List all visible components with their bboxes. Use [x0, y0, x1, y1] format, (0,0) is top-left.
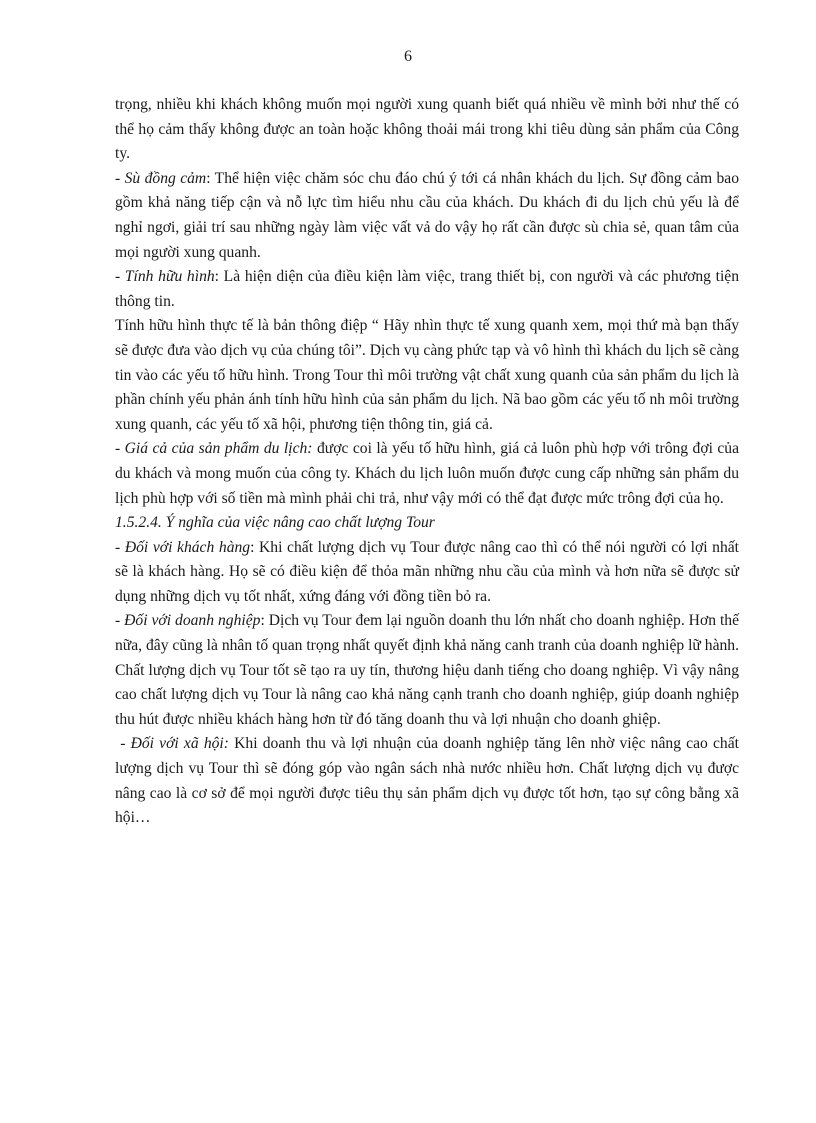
list-dash: - [115, 169, 125, 187]
paragraph-text: : Thể hiện việc chăm sóc chu đáo chú ý tới cá nhân khách du lịch. Sự đồng cảm bao gồm khả năng tiếp cận và nỗ lực tìm hiểu nhu cầu của khách. Du khách đi du lịch chủ yếu là để nghỉ ngơi, giải trí sau những ngày làm việc vất vả do vậy họ rất cần được sù chia sẻ, quan tâm của mọi người xung quanh. [115, 169, 739, 261]
paragraph-text: : Khi chất lượng dịch vụ Tour được nâng cao thì có thể nói người có lợi nhất sẽ là khách hàng. Họ sẽ có điều kiện để thỏa mãn những nhu cầu của mình và hơn nữa sẽ được sử dụng những dịch vụ tốt nhất, xứng đáng với đồng tiền bỏ ra. [115, 538, 739, 605]
paragraph-enterprise [115, 609, 739, 732]
list-dash: - [115, 538, 125, 556]
list-dash: - [115, 440, 125, 458]
term-enterprise: Đối với doanh nghiệp [124, 612, 261, 630]
paragraph-text: Tính hữu hình thực tế là bản thông điệp “ Hãy nhìn thực tế xung quanh xem, mọi thứ mà bạn thấy sẽ được đưa vào dịch vụ của chúng tôi”. Dịch vụ càng phức tạp và vô hình thì khách du lịch sẽ càng tin vào các yếu tố hữu hình. Trong Tour thì môi trường vật chất xung quanh của sản phẩm du lịch là phần chính yếu phản ánh tính hữu hình của sản phẩm du lịch. Nã bao gồm các yếu tố nh môi trường xung quanh, các yếu tố xã hội, phương tiện thông tin, giá cả. [115, 317, 739, 433]
paragraph-privacy-continuation [115, 93, 739, 167]
paragraph-tangibility-detail [115, 314, 739, 437]
document-body [115, 93, 739, 831]
list-dash: - [115, 268, 125, 286]
paragraph-customers [115, 536, 739, 610]
term-society: Đối với xã hội: [130, 735, 229, 753]
term-empathy: Sù đồng cảm [124, 169, 207, 187]
paragraph-text: được coi là yếu tố hữu hình, giá cả luôn phù hợp với trông đợi của du khách và mong muốn của công ty. Khách du lịch luôn muốn được cung cấp những sản phẩm du lịch phù hợp với số tiền mà mình phải chi trả, như vậy mới có thể đạt được mức trông đợi của họ. [115, 440, 740, 507]
list-dash: - [115, 735, 131, 753]
paragraph-empathy [115, 167, 739, 265]
paragraph-text: trọng, nhiều khi khách không muốn mọi người xung quanh biết quá nhiều về mình bởi như thế có thể họ cảm thấy không được an toàn hoặc không thoải mái trong khi tiêu dùng sản phẩm của Công ty. [115, 96, 739, 163]
term-price: Giá cả của sản phẩm du lịch: [124, 440, 313, 458]
section-heading: 1.5.2.4. Ý nghĩa của việc nâng cao chất lượng Tour [115, 514, 435, 532]
term-customers: Đối với khách hàng [124, 538, 251, 556]
paragraph-price [115, 437, 739, 511]
paragraph-tangibility [115, 265, 739, 314]
list-dash: - [115, 612, 125, 630]
paragraph-society [115, 732, 739, 830]
paragraph-text: : Là hiện diện của điều kiện làm việc, trang thiết bị, con người và các phương tiện thông tin. [115, 268, 740, 310]
term-tangibility: Tính hữu hình [124, 268, 215, 286]
paragraph-text: : Dịch vụ Tour đem lại nguồn doanh thu lớn nhất cho doanh nghiệp. Hơn thế nữa, đây cũng là nhân tố quan trọng nhất quyết định khả năng canh tranh của doanh nghiệp lữ hành. Chất lượng dịch vụ Tour tốt sẽ tạo ra uy tín, thương hiệu danh tiếng cho doang nghiệp. Vì vậy nâng cao chất lượng dịch vụ Tour là nâng cao khả năng cạnh tranh cho doanh nghiệp, giúp doanh nghiệp thu hút được nhiều khách hàng hơn từ đó tăng doanh thu và lợi nhuận cho doanh ghiệp. [115, 612, 739, 728]
paragraph-text: Khi doanh thu và lợi nhuận của doanh nghiệp tăng lên nhờ việc nâng cao chất lượng dịch vụ Tour thì sẽ đóng góp vào ngân sách nhà nước nhiều hơn. Chất lượng dịch vụ được nâng cao là cơ sở để mọi người được tiêu thụ sản phẩm dịch vụ được tốt hơn, tạo sự công bằng xã hội… [115, 735, 739, 827]
page-number: 6 [404, 48, 412, 65]
